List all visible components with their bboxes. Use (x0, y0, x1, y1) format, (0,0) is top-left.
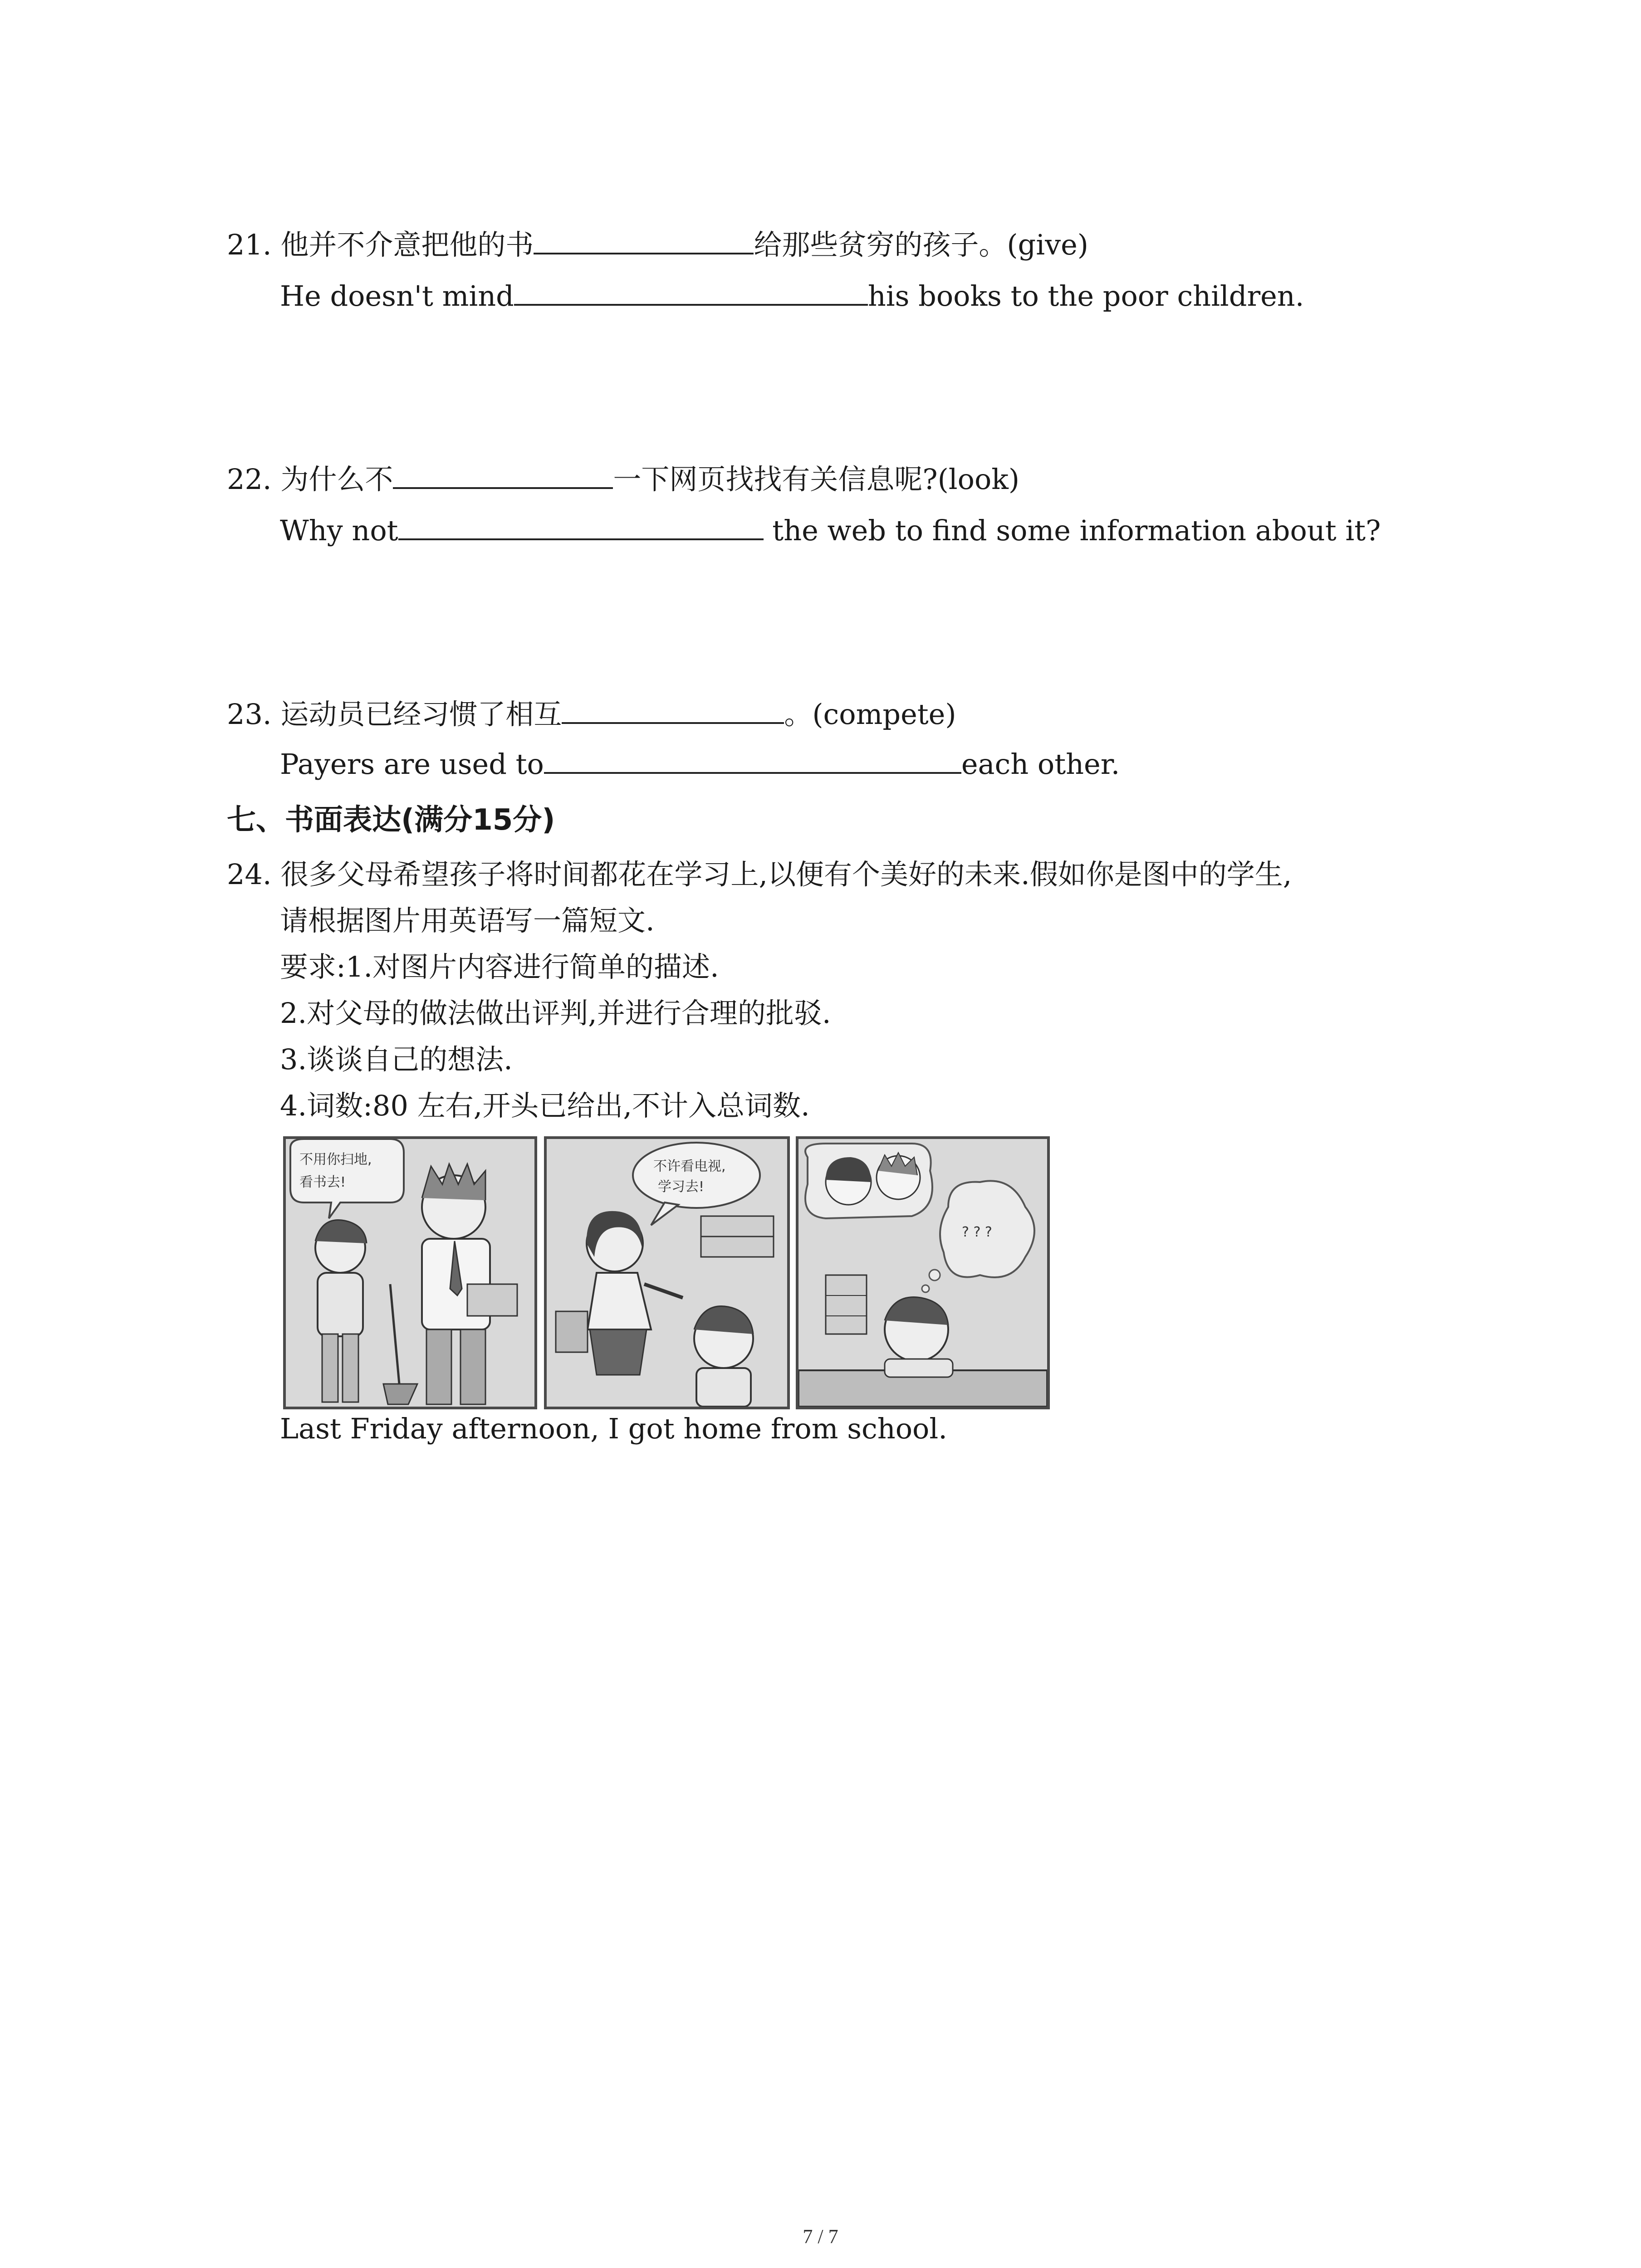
word-hint: (give) (1007, 228, 1088, 261)
answer-blank[interactable] (534, 225, 754, 254)
chinese-text-before: 他并不介意把他的书 (280, 228, 534, 261)
section-heading: 七、书面表达(满分15分) (227, 803, 555, 837)
requirement-item: 4.词数:80 左右,开头已给出,不计入总词数. (280, 1089, 810, 1122)
english-text-before: Why not (280, 514, 398, 547)
english-text-after: each other. (961, 748, 1120, 781)
comic-illustration (547, 1139, 787, 1407)
bubble-text: 不许看电视, (653, 1158, 726, 1174)
question-22-chinese (227, 459, 1019, 498)
tv-icon (556, 1311, 588, 1352)
comic-panel-2 (544, 1136, 790, 1409)
comic-strip (283, 1136, 1050, 1404)
english-text-before: Payers are used to (280, 748, 544, 781)
chinese-text-after: 一下网页找找有关信息呢? (613, 463, 938, 496)
book-stack (826, 1275, 867, 1334)
comic-panel-1 (283, 1136, 537, 1409)
comic-illustration (798, 1139, 1047, 1407)
english-text-after: the web to find some information about it? (763, 514, 1381, 547)
answer-blank[interactable] (514, 276, 868, 306)
bubble-text: ? ? ? (962, 1224, 992, 1240)
chinese-text-after: 。 (784, 698, 813, 731)
answer-blank[interactable] (562, 694, 784, 724)
requirement-item: 3.谈谈自己的想法. (280, 1043, 513, 1076)
requirement-item: 2.对父母的做法做出评判,并进行合理的批驳. (280, 997, 831, 1030)
page-number: 7 / 7 (803, 2225, 838, 2248)
comic-illustration (286, 1139, 534, 1407)
chinese-text-after: 给那些贫穷的孩子。 (754, 228, 1007, 261)
requirement-item: 要求:1.对图片内容进行简单的描述. (280, 950, 719, 983)
writing-prompt-line-2: 请根据图片用英语写一篇短文. (280, 904, 655, 937)
question-number: 21. (227, 228, 272, 261)
writing-prompt-line-1 (227, 856, 1292, 893)
speech-bubble (633, 1143, 760, 1208)
answer-blank[interactable] (398, 510, 764, 540)
chinese-text-before: 为什么不 (280, 463, 393, 496)
book-icon (467, 1284, 517, 1316)
prompt-text: 很多父母希望孩子将时间都花在学习上,以便有个美好的未来.假如你是图中的学生, (280, 858, 1292, 891)
question-22-english (280, 510, 1381, 549)
question-23-english (280, 744, 1120, 782)
comic-panel-3 (796, 1136, 1050, 1409)
question-number: 22. (227, 463, 272, 496)
word-hint: (compete) (812, 698, 956, 731)
answer-blank[interactable] (393, 459, 613, 489)
english-text-before: He doesn't mind (280, 279, 514, 313)
question-23-chinese (227, 694, 956, 733)
question-21-english (280, 276, 1304, 314)
english-text-after: his books to the poor children. (867, 279, 1304, 313)
chinese-text-before: 运动员已经习惯了相互 (280, 698, 562, 731)
question-21-chinese (227, 225, 1088, 263)
broom (390, 1284, 399, 1384)
answer-blank[interactable] (544, 744, 961, 774)
question-number: 23. (227, 698, 272, 731)
bubble-text: 看书去! (299, 1174, 346, 1190)
word-hint: (look) (937, 463, 1020, 496)
question-number: 24. (227, 858, 272, 891)
opening-sentence: Last Friday afternoon, I got home from school. (280, 1412, 947, 1445)
bubble-text: 不用你扫地, (299, 1152, 372, 1168)
bubble-text: 学习去! (658, 1179, 705, 1195)
